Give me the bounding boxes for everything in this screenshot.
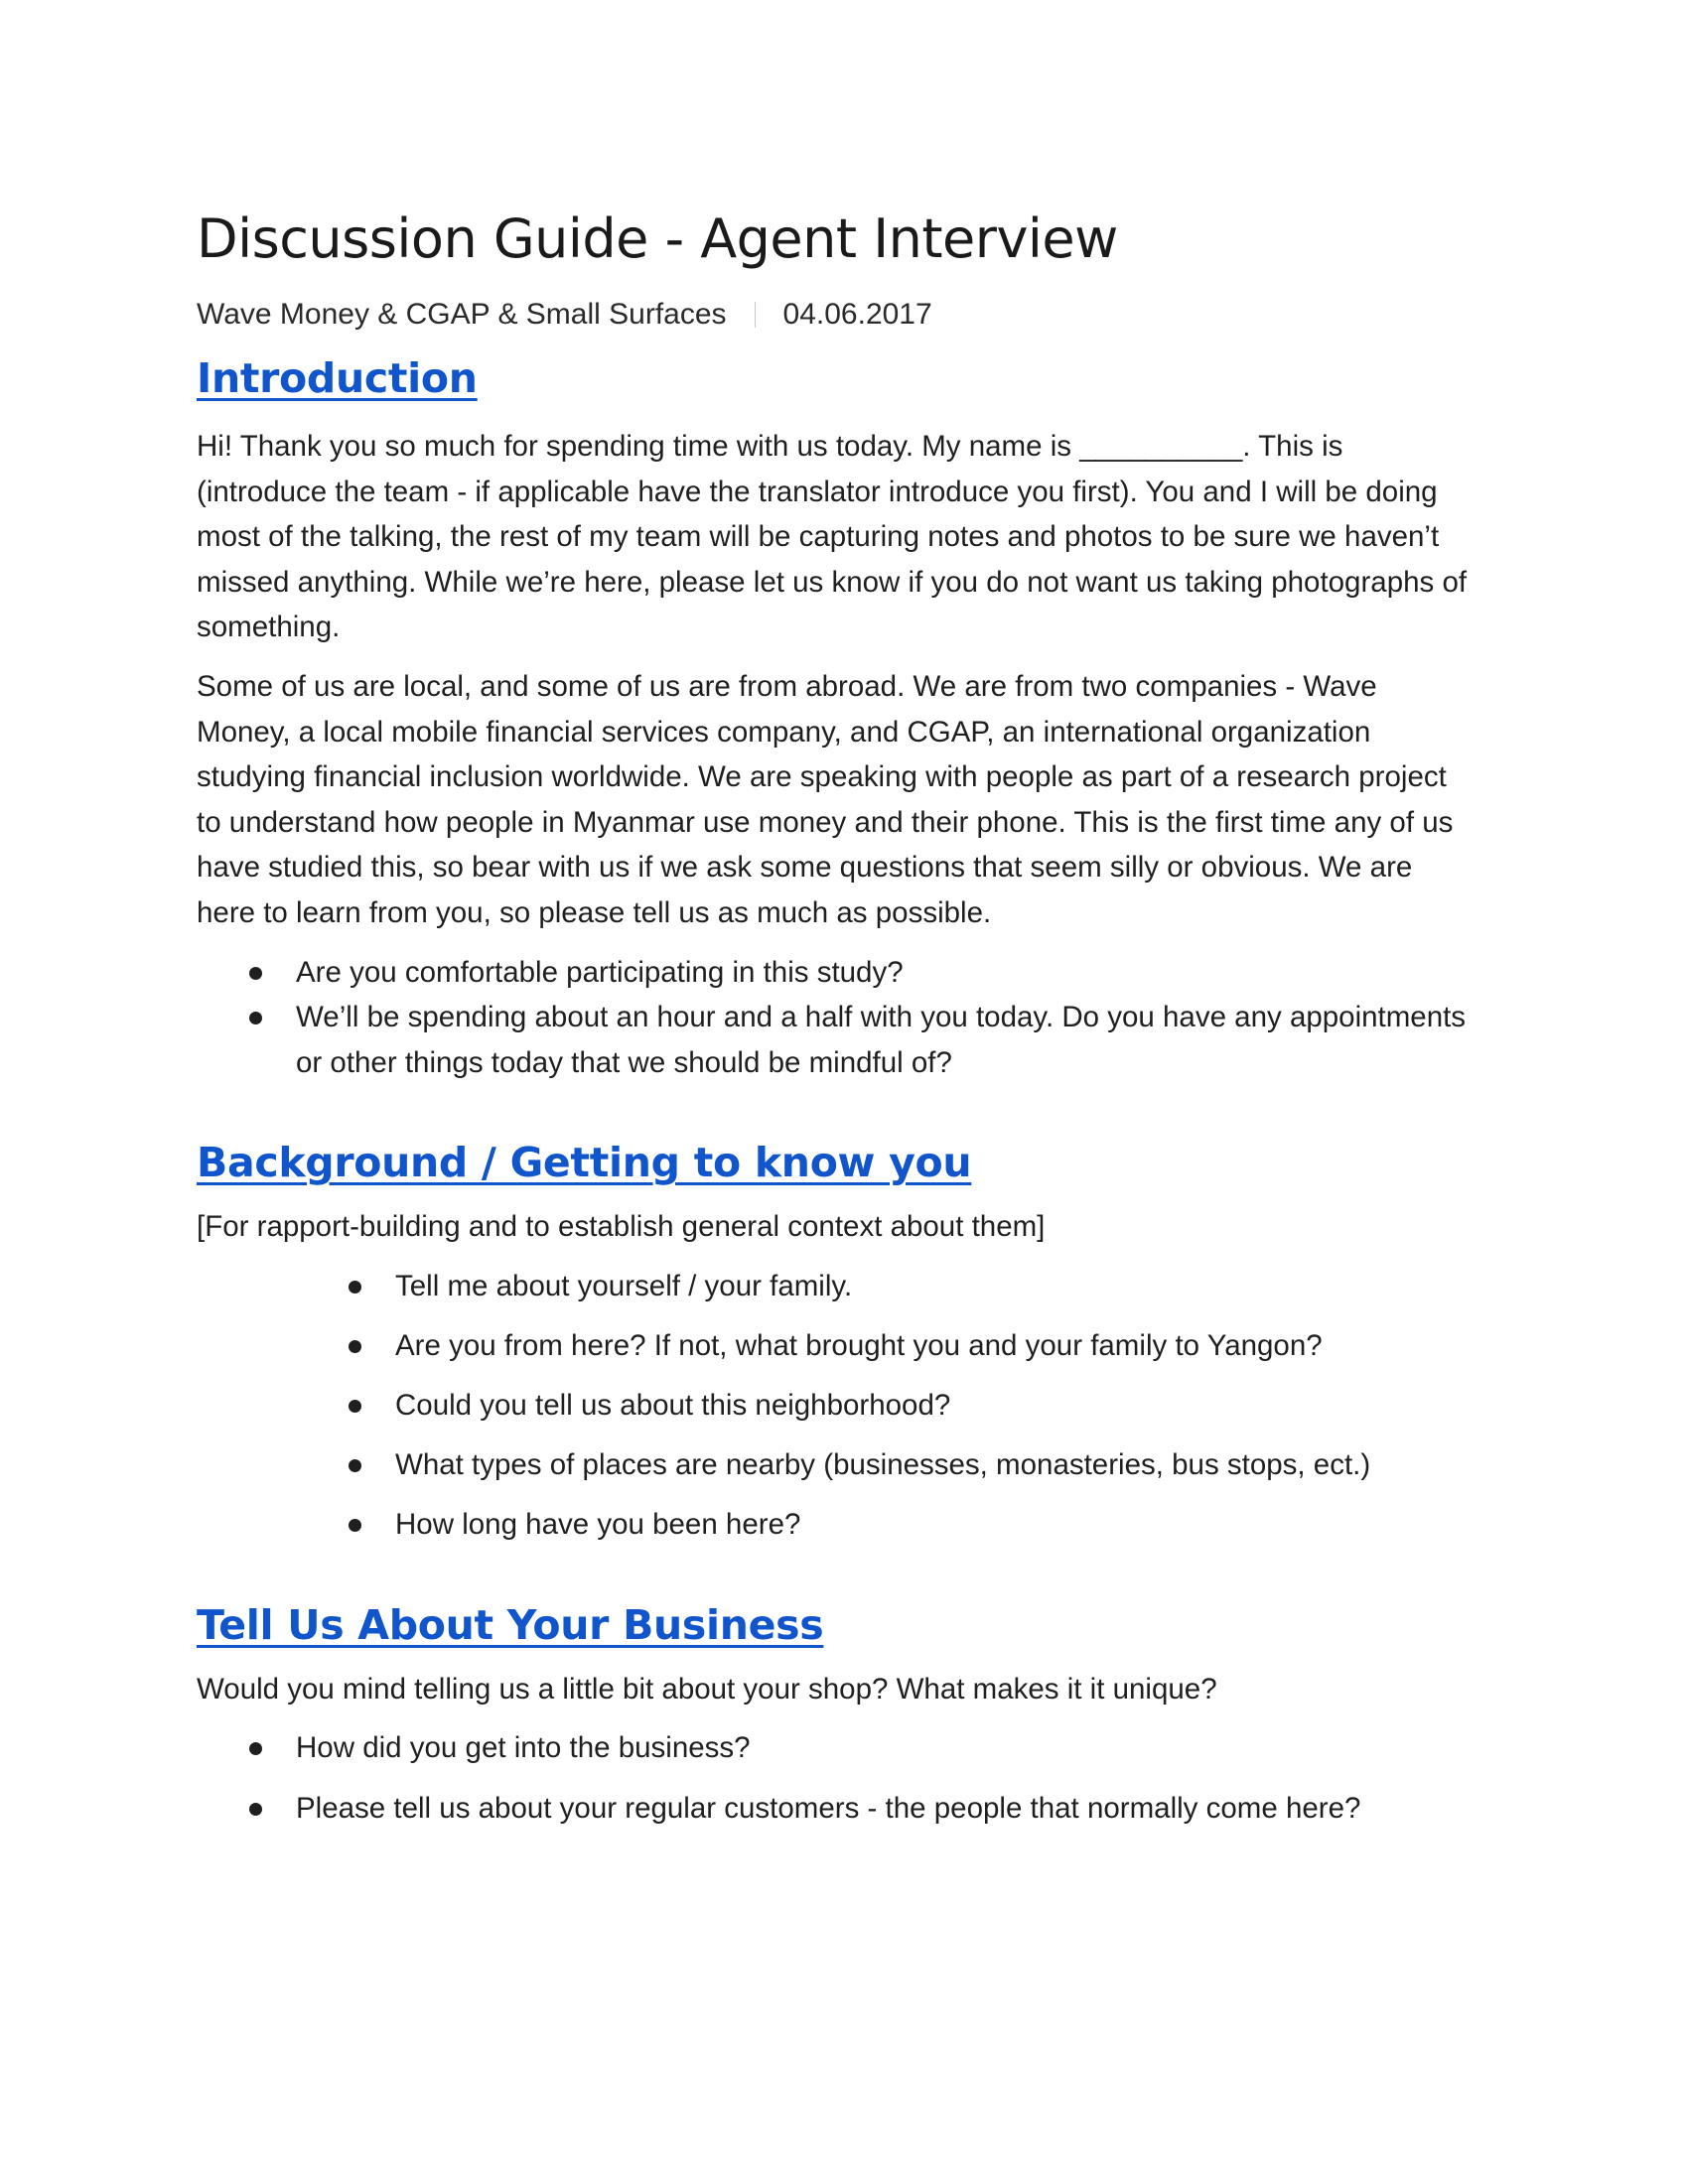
bullet-icon <box>249 1012 262 1024</box>
document-content <box>197 204 1477 1831</box>
section-heading-introduction[interactable]: Introduction <box>197 354 478 402</box>
list-item: Are you comfortable participating in this study? <box>197 950 1477 996</box>
list-item: We’ll be spending about an hour and a half with you today. Do you have any appointments or other things today that we should be mindful of? <box>197 995 1477 1085</box>
bullet-icon <box>249 1803 262 1816</box>
document-title: Discussion Guide - Agent Interview <box>197 207 1118 270</box>
list-item: How long have you been here? <box>197 1502 1477 1548</box>
list-item: Tell me about yourself / your family. <box>197 1264 1477 1309</box>
list-item: Please tell us about your regular customers - the people that normally come here? <box>197 1786 1477 1832</box>
introduction-bullet-list <box>197 950 1477 1086</box>
background-bullet-list <box>197 1264 1477 1548</box>
list-item: Could you tell us about this neighborhood? <box>197 1383 1477 1429</box>
business-intro: Would you mind telling us a little bit about your shop? What makes it it unique? <box>197 1672 1217 1706</box>
list-item: Are you from here? If not, what brought you and your family to Yangon? <box>197 1323 1477 1369</box>
business-bullet-list <box>197 1725 1477 1831</box>
subtitle-date: 04.06.2017 <box>782 298 932 331</box>
list-item: How did you get into the business? <box>197 1725 1477 1771</box>
bullet-icon <box>349 1459 361 1472</box>
subtitle-separator <box>755 302 756 328</box>
introduction-paragraph-1: Hi! Thank you so much for spending time with us today. My name is __________. This is (introduce the team - if applicable have the translator introduce you first). You and I will be doing most of the talking, the rest of my team will be capturing notes and photos to be sure we haven’t missed anything. While we’re here, please let us know if you do not want us taking photographs of something. <box>197 430 1468 644</box>
bullet-icon <box>349 1519 361 1532</box>
subtitle-organizations: Wave Money & CGAP & Small Surfaces <box>197 298 727 331</box>
bullet-icon <box>349 1400 361 1413</box>
bullet-icon <box>249 967 262 980</box>
list-item: What types of places are nearby (businesses, monasteries, bus stops, ect.) <box>197 1442 1477 1488</box>
background-intro: [For rapport-building and to establish general context about them] <box>197 1210 1046 1244</box>
section-heading-business[interactable]: Tell Us About Your Business <box>197 1600 824 1649</box>
bullet-icon <box>249 1742 262 1755</box>
document-subtitle <box>197 293 1477 337</box>
introduction-paragraph-2: Some of us are local, and some of us are from abroad. We are from two companies - Wave Money, a local mobile financial services company, and CGAP, an international organization studying financial inclusion worldwide. We are speaking with people as part of a research project to understand how people in Myanmar use money and their phone. This is the first time any of us have studied this, so bear with us if we ask some questions that seem silly or obvious. We are here to learn from you, so please tell us as much as possible. <box>197 669 1454 929</box>
bullet-icon <box>349 1340 361 1353</box>
section-heading-background[interactable]: Background / Getting to know you <box>197 1139 972 1187</box>
bullet-icon <box>349 1281 361 1294</box>
